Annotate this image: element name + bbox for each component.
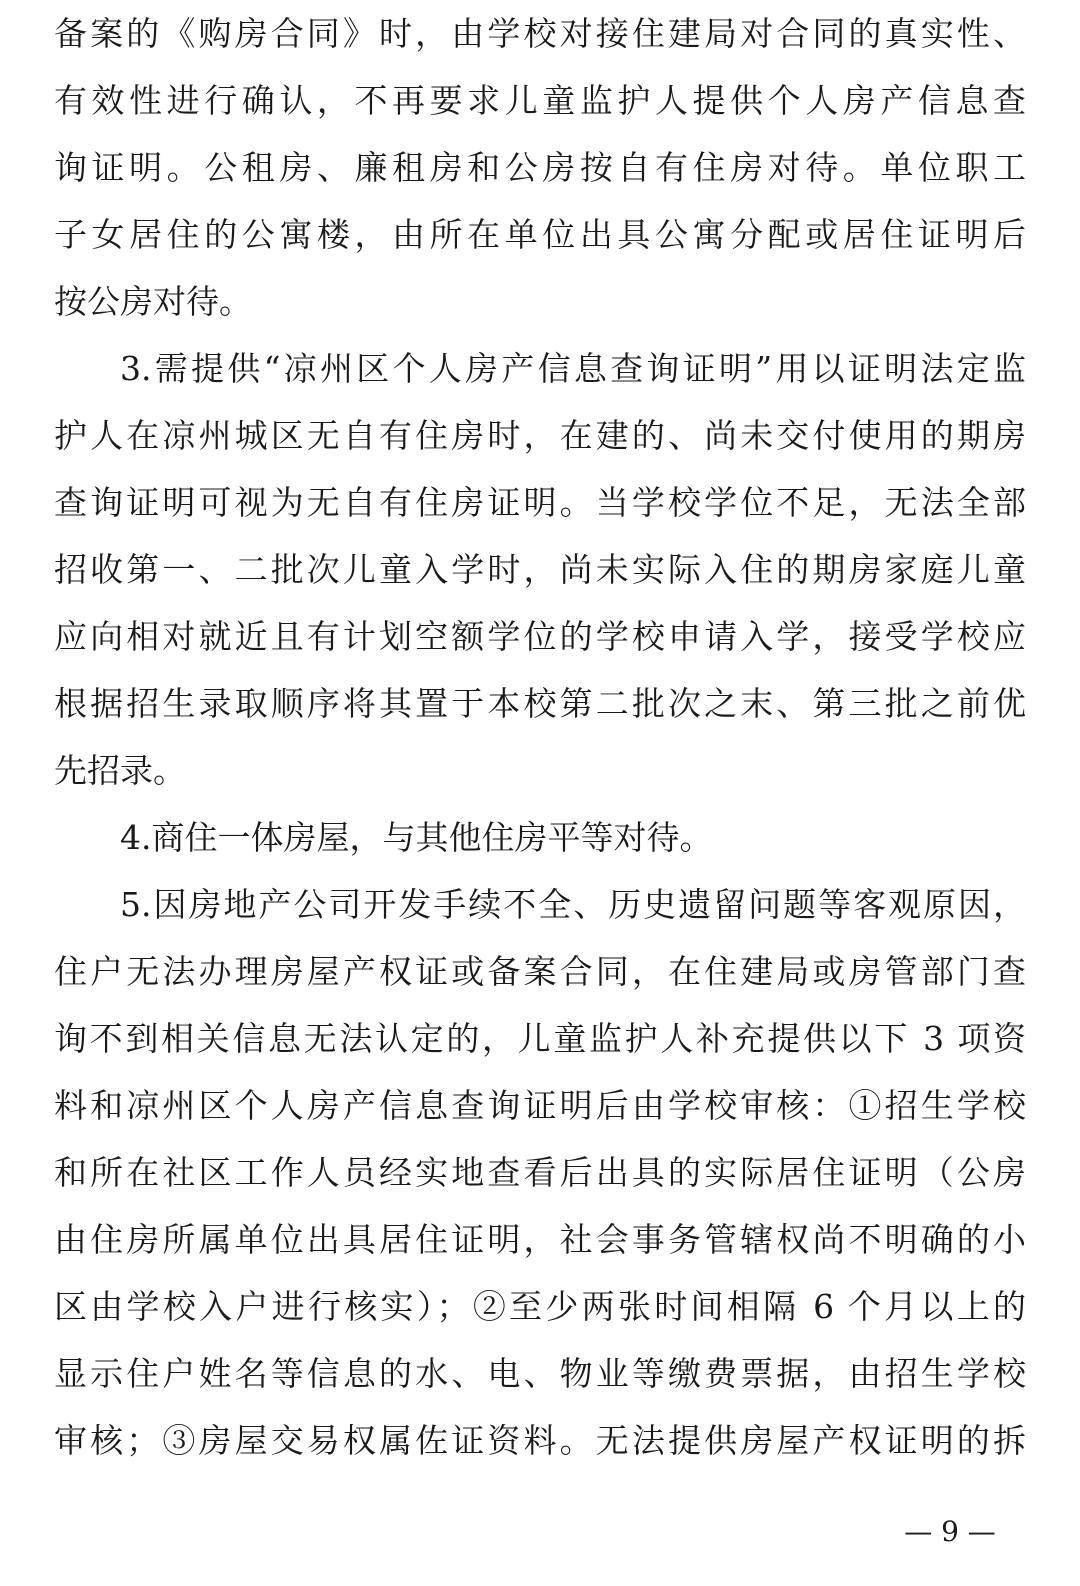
text-line: 3.需提供“凉州区个人房产信息查询证明”用以证明法定监 bbox=[120, 349, 1026, 388]
text-line: 子女居住的公寓楼，由所在单位出具公寓分配或居住证明后 bbox=[54, 215, 1026, 254]
document-body bbox=[54, 0, 1026, 1474]
text-line: 应向相对就近且有计划空额学位的学校申请入学，接受学校应 bbox=[54, 617, 1026, 656]
text-line: 询不到相关信息无法认定的，儿童监护人补充提供以下 3 项资 bbox=[54, 1019, 1026, 1058]
text-line: 护人在凉州城区无自有住房时，在建的、尚未交付使用的期房 bbox=[54, 416, 1026, 455]
text-line: 和所在社区工作人员经实地查看后出具的实际居住证明（公房 bbox=[54, 1153, 1026, 1192]
text-line: 显示住户姓名等信息的水、电、物业等缴费票据，由招生学校 bbox=[54, 1354, 1026, 1393]
text-line: 有效性进行确认，不再要求儿童监护人提供个人房产信息查 bbox=[54, 81, 1026, 120]
text-line: 由住房所属单位出具居住证明，社会事务管辖权尚不明确的小 bbox=[54, 1220, 1026, 1259]
text-line: 先招录。 bbox=[54, 751, 186, 790]
paragraph-item-4 bbox=[54, 804, 1026, 871]
text-line: 审核；③房屋交易权属佐证资料。无法提供房屋产权证明的拆 bbox=[54, 1421, 1026, 1460]
paragraph-item-5 bbox=[54, 871, 1026, 1474]
paragraph-1 bbox=[54, 0, 1026, 335]
text-line: 4.商住一体房屋，与其他住房平等对待。 bbox=[120, 818, 713, 857]
text-line: 按公房对待。 bbox=[54, 282, 252, 321]
page-number: — 9 — bbox=[904, 1515, 996, 1548]
text-line: 招收第一、二批次儿童入学时，尚未实际入住的期房家庭儿童 bbox=[54, 550, 1026, 589]
text-line: 区由学校入户进行核实）；②至少两张时间相隔 6 个月以上的 bbox=[54, 1287, 1026, 1326]
text-line: 根据招生录取顺序将其置于本校第二批次之末、第三批之前优 bbox=[54, 684, 1026, 723]
text-line: 备案的《购房合同》时，由学校对接住建局对合同的真实性、 bbox=[54, 14, 1026, 53]
text-line: 询证明。公租房、廉租房和公房按自有住房对待。单位职工 bbox=[54, 148, 1026, 187]
text-line: 查询证明可视为无自有住房证明。当学校学位不足，无法全部 bbox=[54, 483, 1026, 522]
text-line: 5.因房地产公司开发手续不全、历史遗留问题等客观原因， bbox=[120, 885, 1026, 924]
text-line: 住户无法办理房屋产权证或备案合同，在住建局或房管部门查 bbox=[54, 952, 1026, 991]
paragraph-item-3 bbox=[54, 335, 1026, 804]
text-line: 料和凉州区个人房产信息查询证明后由学校审核：①招生学校 bbox=[54, 1086, 1026, 1125]
